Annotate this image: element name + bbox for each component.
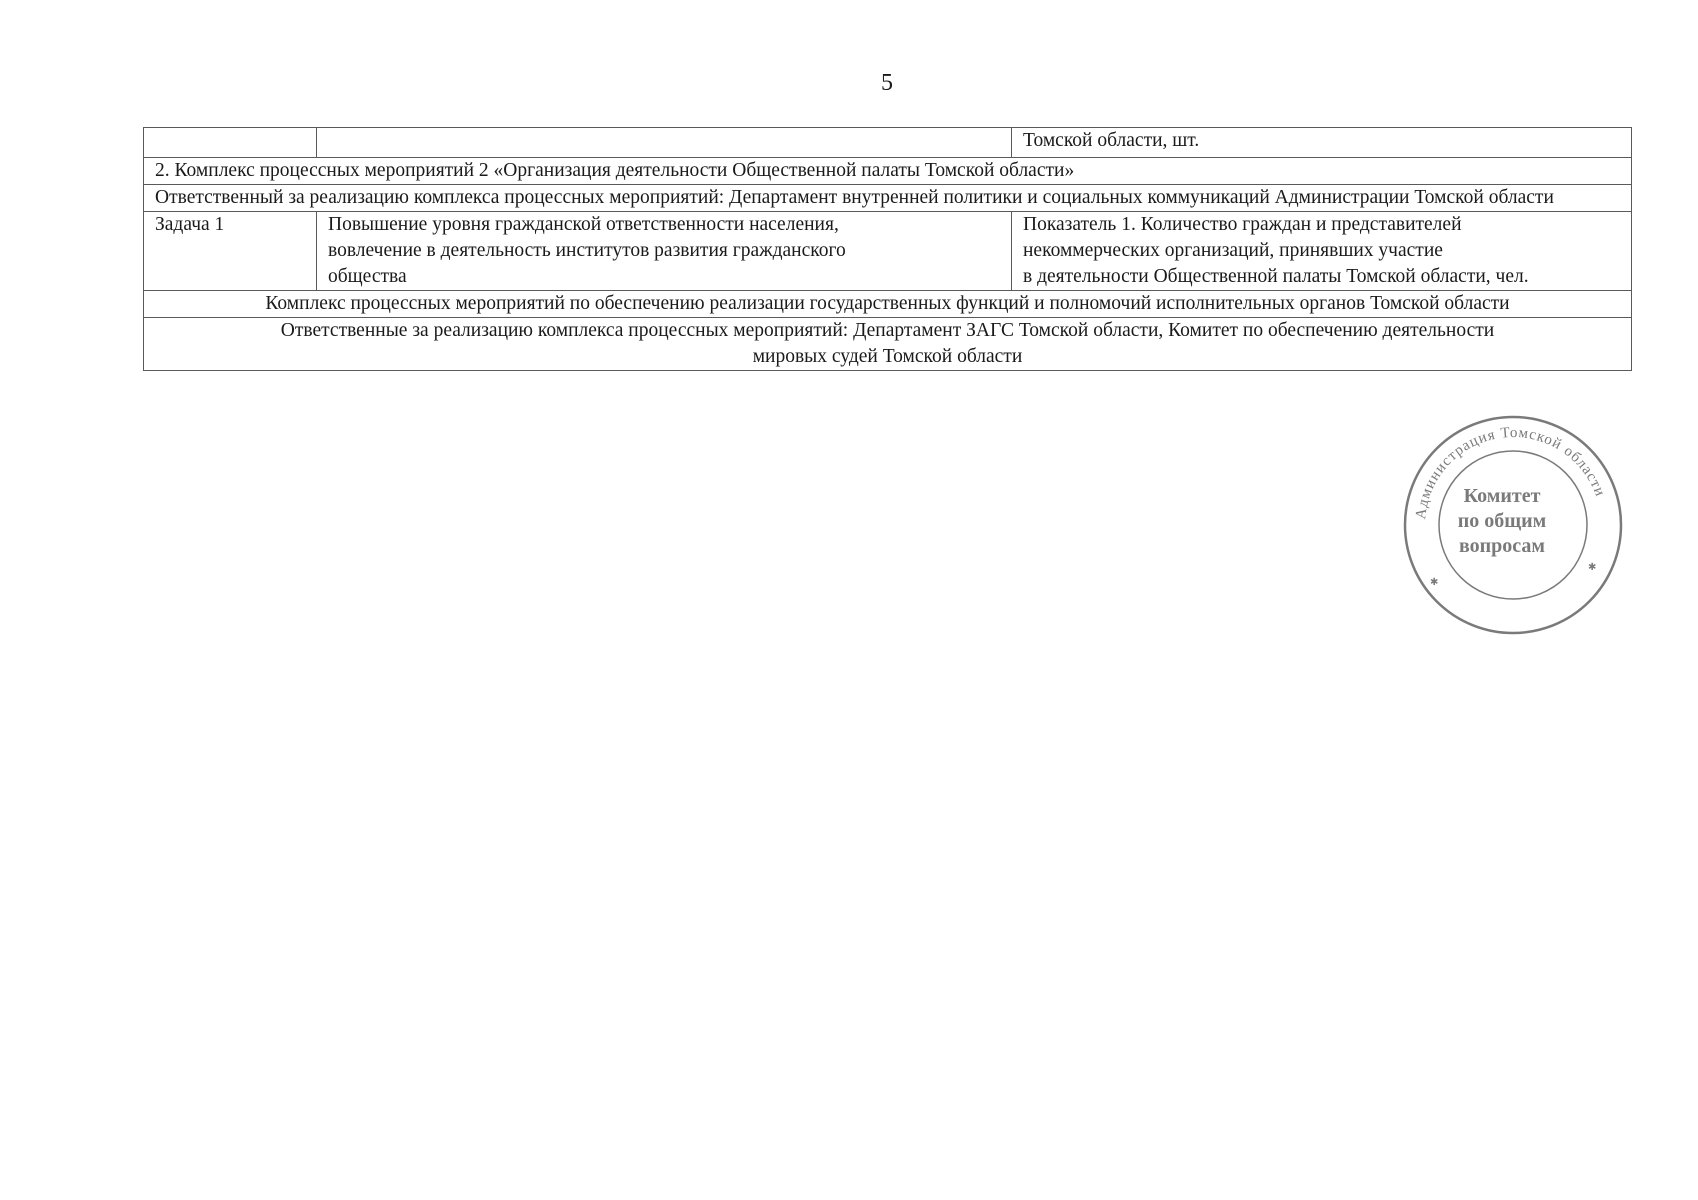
task-label: Задача 1 [144,212,317,291]
seal-star-icon: ✱ [1430,577,1439,588]
table-cell [144,128,317,158]
responsible-line: Ответственные за реализацию комплекса процессных мероприятий: Департамент ЗАГС Томской области, Комитет по обеспечению деятельности [280,320,1495,341]
table-cell [317,128,1012,158]
indicator-line: некоммерческих организаций, принявших участие [1023,240,1443,261]
indicator-line: Показатель 1. Количество граждан и представителей [1023,214,1462,235]
complex-2-title: 2. Комплекс процессных мероприятий 2 «Организация деятельности Общественной палаты Томской области» [144,158,1632,185]
page-number: 5 [881,70,893,96]
complex-2-responsible: Ответственный за реализацию комплекса процессных мероприятий: Департамент внутренней политики и социальных коммуникаций Администрации Томской области [144,185,1632,212]
seal-center-line: по общим [1457,510,1547,532]
table-row [144,128,1632,158]
table-row [144,185,1632,212]
task-description-line: вовлечение в деятельность институтов развития гражданского [328,240,846,261]
table-cell: Томской области, шт. [1012,128,1632,158]
support-complex-title: Комплекс процессных мероприятий по обеспечению реализации государственных функций и полномочий исполнительных органов Томской области [144,291,1632,318]
seal-center-line: вопросам [1458,535,1546,557]
responsible-line: мировых судей Томской области [752,346,1023,367]
task-description-line: общества [328,266,407,287]
official-seal [1398,410,1628,640]
seal-center-line: Комитет [1463,485,1541,507]
support-complex-responsible [144,318,1632,371]
table-row [144,158,1632,185]
task-description-line: Повышение уровня гражданской ответственности населения, [328,214,839,235]
table-row [144,291,1632,318]
table-row [144,212,1632,291]
task-description [317,212,1012,291]
indicator-line: в деятельности Общественной палаты Томской области, чел. [1023,266,1529,287]
table-row [144,318,1632,371]
activities-table [143,127,1632,371]
seal-ring-text: Администрация Томской области [1413,424,1608,521]
seal-star-icon: ✱ [1588,562,1597,573]
indicator-description [1012,212,1632,291]
